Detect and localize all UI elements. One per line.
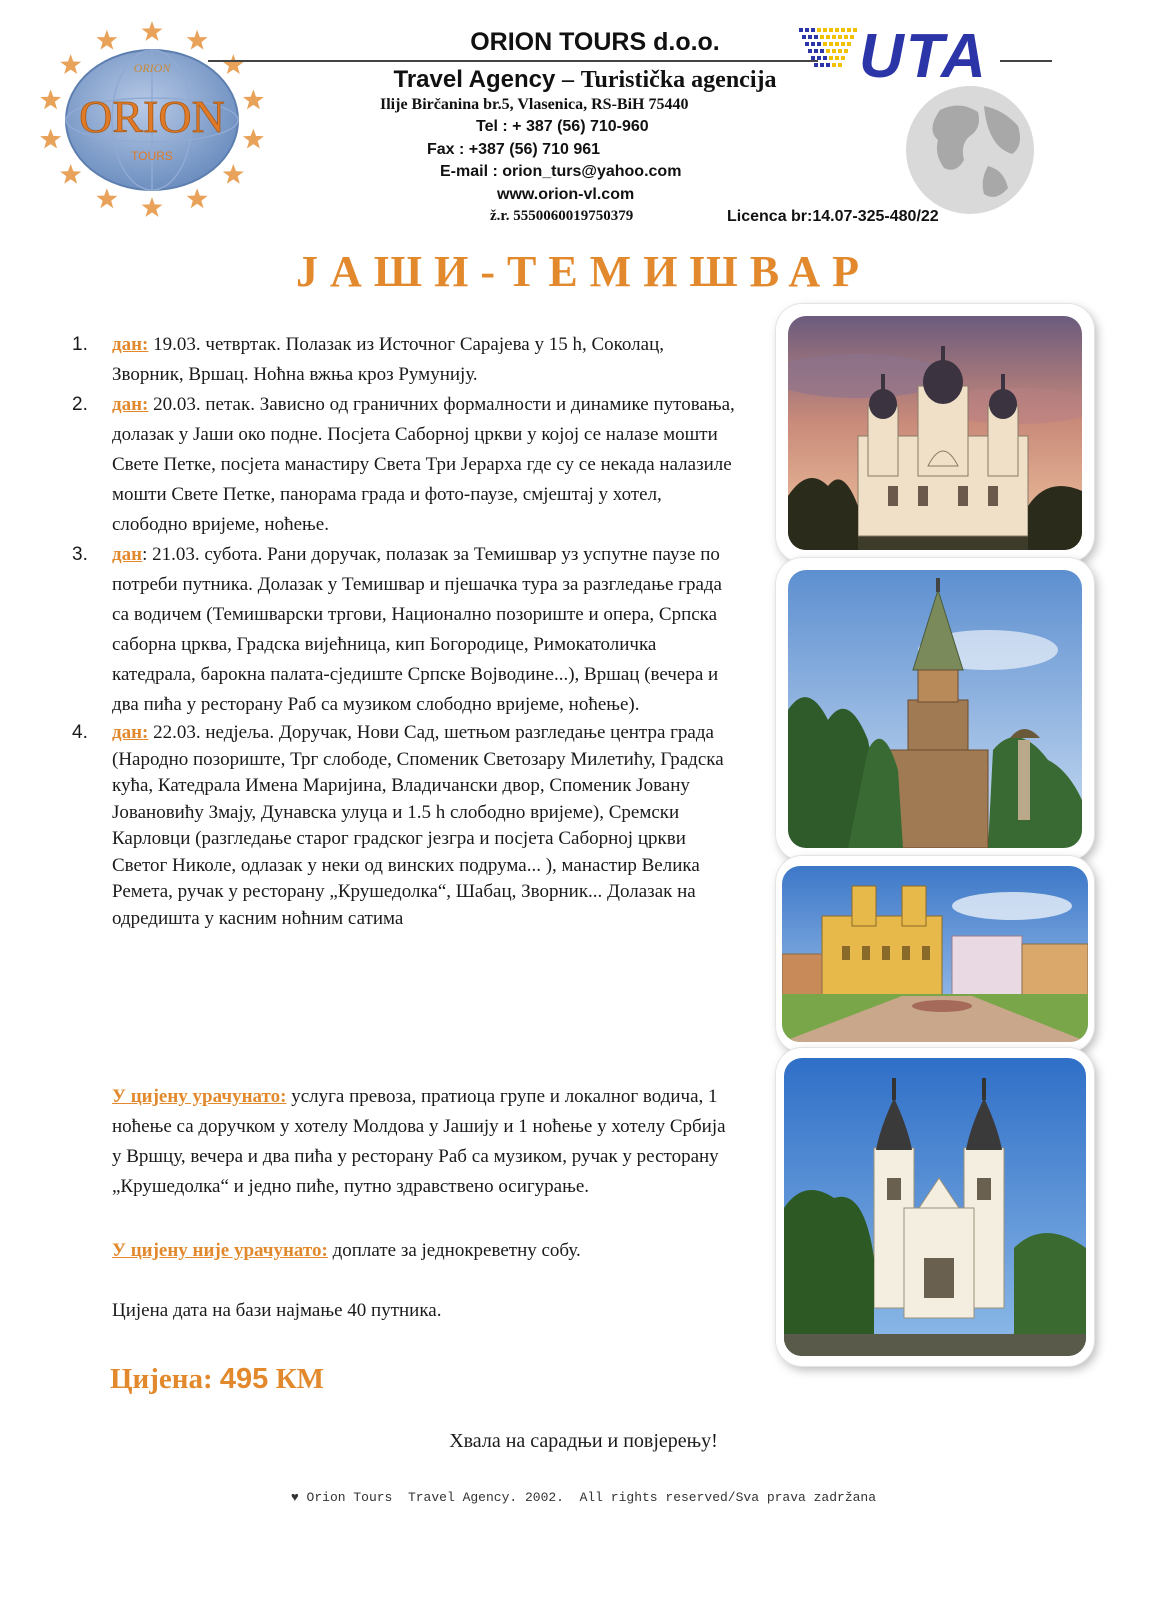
logo-top-text: ORION (133, 61, 171, 75)
uta-dot (820, 35, 824, 39)
uta-dot (811, 42, 815, 46)
thank-you-note: Хвала на сарадњи и повјерењу! (449, 1430, 718, 1452)
licence-number: Licenca br:14.07-325-480/22 (727, 208, 939, 225)
uta-dot (799, 28, 803, 32)
day-label: дан: (112, 394, 149, 415)
star-icon (243, 89, 264, 109)
agency-dash: – (562, 67, 575, 93)
uta-dot (814, 49, 818, 53)
star-icon (40, 129, 61, 149)
included-text: услуга превоза, пратиоца групе и локалног водича, 1 ноћење са доручком у хотелу Молдова у Јашију и 1 ноћење у хотелу Србија у Вршцу, вечера и два пића у ресторану Раб са музиком, ручак у ресторану „Крушедолка“ и једно пиће, путно здравствено осигурање. (112, 1086, 726, 1197)
agency-local: Turistička agencija (580, 67, 777, 93)
day-text: 22.03. недјеља. Доручак, Нови Сад, шетњом разгледање центра града (Народно позориште, Трг слободе, Споменик Светозару Милетићу, Градска кућа, Катедрала Имена Маријина, Владичански двор, Споменик Јовану Јовановићу Змају, Дунавска улуца и 1.5 h слободно вријеме), Сремски Карловци (разгледање старог градског језгра и посјета Саборној цркви Светог Николе, одлазак у неки од винских подрума... ), манастир Велика Ремета, ручак у ресторану „Крушедолка“, Шабац, Зворник... Долазак на одредишта у касним ноћним сатима (112, 722, 724, 929)
photo-timisoara-cathedral (776, 558, 1094, 860)
uta-dot (823, 42, 827, 46)
uta-dot (841, 56, 845, 60)
uta-dot (835, 42, 839, 46)
uta-dot (850, 35, 854, 39)
address: Ilije Birčanina br.5, Vlasenica, RS-BiH 75440 (380, 96, 689, 113)
uta-dot (817, 56, 821, 60)
uta-dot (814, 63, 818, 67)
uta-dot (805, 42, 809, 46)
uta-dot (823, 28, 827, 32)
uta-dot (802, 35, 806, 39)
uta-dot (817, 28, 821, 32)
uta-dot (820, 49, 824, 53)
uta-dot (811, 28, 815, 32)
uta-dot (835, 56, 839, 60)
orion-tours-logo (40, 20, 270, 220)
uta-dot (853, 28, 857, 32)
uta-dot (826, 63, 830, 67)
star-icon (187, 30, 208, 50)
star-icon (243, 129, 264, 149)
uta-dot (838, 35, 842, 39)
itinerary-day-4 (72, 720, 740, 932)
photo-timisoara-square (776, 856, 1094, 1052)
agency-line (355, 66, 815, 94)
uta-dot (829, 42, 833, 46)
day-label: дан (112, 544, 143, 565)
uta-dot (832, 49, 836, 53)
uta-logo-text: UTA (859, 24, 988, 84)
included-label: У цијену урачунато: (112, 1086, 287, 1107)
logo-main-text: ORION (79, 91, 225, 142)
uta-dot (826, 49, 830, 53)
day-label: дан: (112, 334, 149, 355)
star-icon (96, 188, 117, 208)
company-name: ORION TOURS d.o.o. (470, 28, 720, 56)
day-number: 4. (72, 722, 88, 743)
uta-dot (841, 42, 845, 46)
min-passengers-note: Цијена дата на бази најмање 40 путника. (112, 1300, 442, 1321)
uta-dot (823, 56, 827, 60)
star-icon (223, 54, 244, 74)
uta-dot (808, 49, 812, 53)
email: E-mail : orion_turs@yahoo.com (440, 163, 682, 180)
fax: Fax : +387 (56) 710 961 (427, 141, 601, 158)
price-value: 495 (219, 1363, 269, 1395)
globe-icon (900, 70, 1050, 220)
footer-copyright: ♥ Orion Tours Travel Agency. 2002. All rights reserved/Sva prava zadržana (290, 1490, 877, 1505)
uta-dot (838, 63, 842, 67)
day-label: дан: (112, 722, 149, 743)
logo-sub-text: TOURS (131, 149, 173, 163)
not-included-section (112, 1236, 732, 1266)
website: www.orion-vl.com (497, 186, 635, 203)
uta-dot (844, 35, 848, 39)
itinerary-day-2 (72, 390, 740, 540)
day-text: : 21.03. субота. Рани доручак, полазак за Темишвар уз успутне паузе по потреби путника. Долазак у Темишвар и пјешачка тура за разгледање града са водичем (Темишварски тргови, Национално позориште и опера, Српска саборна црква, Градска вијећница, кип Богородице, Римокатоличка катедрала, барокна палата-сједиште Српске Војводине...), Вршац (вечера и два пића у ресторану Раб са музиком слободно вријеме, ноћење). (112, 544, 722, 715)
telephone: Tel : + 387 (56) 710-960 (476, 118, 649, 135)
itinerary-list (72, 330, 740, 932)
star-icon (142, 197, 163, 217)
uta-dot (826, 35, 830, 39)
star-icon (187, 188, 208, 208)
price-label: Цијена: (110, 1363, 220, 1395)
day-number: 1. (72, 334, 88, 355)
day-text: 20.03. петак. Зависно од граничних формалности и динамике путовања, долазак у Јаши око подне. Посјета Саборној цркви у којој се налазе мошти Свете Петке, посјета манастиру Света Три Јерарха где су се некада налазиле мошти Свете Петке, панорама града и фото-паузе, смјештај у хотел, слободно вријеме, ноћење. (112, 394, 735, 535)
included-section (112, 1082, 732, 1202)
uta-dot (817, 42, 821, 46)
not-included-label: У цијену није урачунато: (112, 1240, 328, 1261)
price-currency: КМ (268, 1363, 324, 1395)
not-included-text: доплате за једнокреветну собу. (327, 1240, 581, 1261)
page-title: ЈАШИ-ТЕМИШВАР (296, 247, 871, 296)
uta-dot (832, 35, 836, 39)
itinerary-day-1 (72, 330, 740, 390)
uta-dot (847, 42, 851, 46)
star-icon (223, 164, 244, 184)
day-number: 2. (72, 394, 88, 415)
uta-dot (808, 35, 812, 39)
price (110, 1363, 324, 1396)
header-divider (208, 60, 818, 62)
star-icon (96, 30, 117, 50)
uta-dot (841, 28, 845, 32)
uta-dot (832, 63, 836, 67)
star-icon (60, 54, 81, 74)
star-icon (40, 89, 61, 109)
uta-dot (805, 28, 809, 32)
uta-dot (838, 49, 842, 53)
star-icon (142, 21, 163, 41)
itinerary-day-3 (72, 540, 740, 720)
uta-dot (844, 49, 848, 53)
uta-dot (820, 63, 824, 67)
star-icon (60, 164, 81, 184)
day-number: 3. (72, 544, 88, 565)
uta-dot (811, 56, 815, 60)
uta-dot (835, 28, 839, 32)
uta-dot (829, 28, 833, 32)
photo-iasi-cathedral (776, 304, 1094, 562)
uta-dot (814, 35, 818, 39)
agency-english: Travel Agency (393, 66, 556, 93)
uta-dot (847, 28, 851, 32)
account-number: ž.r. 5550060019750379 (490, 208, 634, 224)
day-text: 19.03. четвртак. Полазак из Источног Сарајева у 15 h, Соколац, Зворник, Вршац. Ноћна вжња кроз Румунију. (112, 334, 664, 385)
photo-vrsac-church (776, 1048, 1094, 1366)
uta-dot (829, 56, 833, 60)
